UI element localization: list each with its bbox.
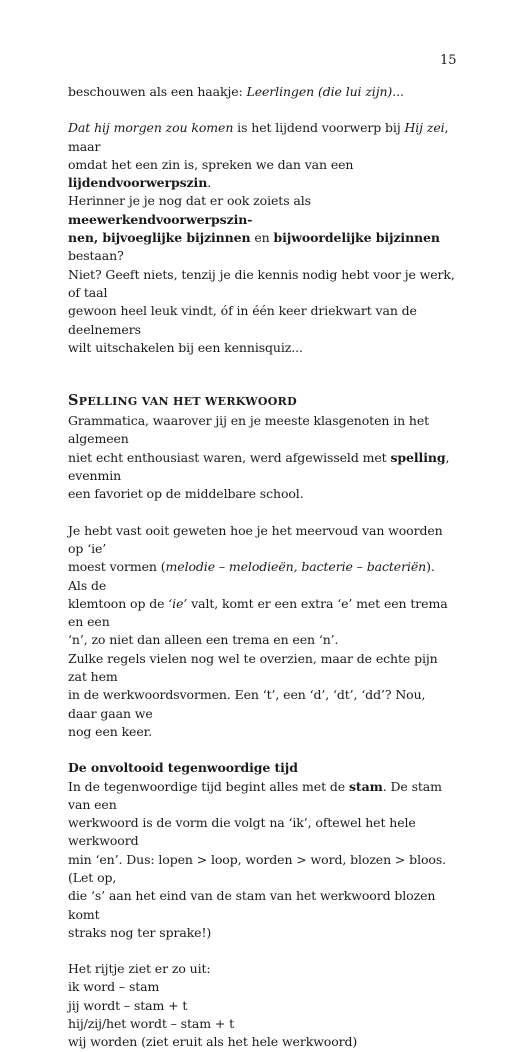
text: ). Als de (68, 559, 435, 593)
text-line: wilt uitschakelen bij een kennisquiz... (68, 339, 303, 355)
bold-term: spelling (390, 449, 446, 465)
text: , maar (68, 120, 449, 154)
text-line: werkwoord is de vorm die volgt na ‘ik’, oftewel het hele werkwoord (68, 815, 416, 849)
text-line: min ‘en’. Dus: lopen > loop, worden > word, blozen > bloos. (Let op, (68, 851, 447, 885)
section-heading (68, 391, 456, 412)
text-line: een favoriet op de middelbare school. (68, 486, 304, 502)
text: In de tegenwoordige tijd begint alles met de (68, 778, 349, 794)
text: , evenmin (68, 449, 450, 484)
text: beschouwen als een haakje: (68, 84, 247, 99)
heading-initial: S (68, 392, 79, 410)
heading-rest: PELLING VAN HET WERKWOORD (78, 395, 297, 409)
bold-term: lijdendvoorwerpszin (68, 175, 208, 191)
text: is het lijdend voorwerp bij (233, 120, 405, 136)
paragraph-6 (68, 960, 456, 1051)
text: klemtoon op de (68, 595, 169, 611)
paragraph-2 (68, 119, 456, 357)
text: omdat het een zin is, spreken we dan van een (68, 156, 354, 172)
text-line: Grammatica, waarover jij en je meeste klasgenoten in het algemeen (68, 413, 430, 447)
italic-text: Hij zei (404, 120, 445, 136)
text: . De stam van een (68, 778, 442, 812)
text-line: hij/zij/het wordt – stam + t (68, 1016, 235, 1032)
paragraph-3 (68, 412, 456, 503)
paragraph-4 (68, 522, 456, 742)
text-line: ‘n’, zo niet dan alleen een trema en een ‘n’. (68, 632, 339, 648)
text: . (207, 175, 212, 191)
italic-text: Leerlingen (die lui zijn)... (246, 84, 404, 99)
subheading: De onvoltooid tegenwoordige tijd (68, 760, 298, 776)
text-line: Je hebt vast ooit geweten hoe je het meervoud van woorden op ‘ie’ (68, 522, 443, 556)
text: niet echt enthousiast waren, werd afgewisseld met (68, 449, 391, 465)
text-line: gewoon heel leuk vindt, óf in één keer driekwart van de deelnemers (68, 303, 417, 337)
bold-term: meewerkendvoorwerpszin- (68, 211, 253, 227)
text: Herinner je je nog dat er ook zoiets als (68, 193, 311, 209)
bold-term: nen, bijvoeglijke bijzinnen (68, 230, 251, 246)
page-number: 15 (440, 53, 457, 68)
paragraph-1 (68, 83, 456, 101)
page-body (68, 83, 456, 1052)
italic-text: melodie – melodieën, bacterie – bacteriën (165, 559, 427, 575)
text: bestaan? (68, 248, 124, 264)
bold-term: bijwoordelijke bijzinnen (273, 230, 440, 246)
text-line: Niet? Geeft niets, tenzij je die kennis nodig hebt voor je werk, of taal (68, 266, 455, 300)
text-line: Het rijtje ziet er zo uit: (68, 961, 211, 977)
text-line: wij worden (ziet eruit als het hele werkwoord) (68, 1034, 358, 1050)
text-line: nog een keer. (68, 723, 153, 739)
text-line: straks nog ter sprake!) (68, 924, 212, 940)
italic-text: ‘ie’ (168, 595, 188, 611)
paragraph-5 (68, 778, 456, 943)
text-line: die ‘s’ aan het eind van de stam van het werkwoord blozen komt (68, 888, 436, 922)
text-line: in de werkwoordsvormen. Een ‘t’, een ‘d’, ‘dt’, ‘dd’? Nou, daar gaan we (68, 687, 426, 721)
text-line: jij wordt – stam + t (68, 997, 188, 1013)
text-line: Zulke regels vielen nog wel te overzien, maar de echte pijn zat hem (68, 650, 438, 685)
bold-term: stam (348, 778, 383, 794)
text: valt, komt er een extra ‘e’ met een trema en een (68, 595, 448, 630)
text-line: ik word – stam (68, 979, 160, 995)
text: en (250, 230, 274, 246)
text: moest vormen ( (68, 559, 166, 575)
italic-text: Dat hij morgen zou komen (68, 120, 234, 136)
